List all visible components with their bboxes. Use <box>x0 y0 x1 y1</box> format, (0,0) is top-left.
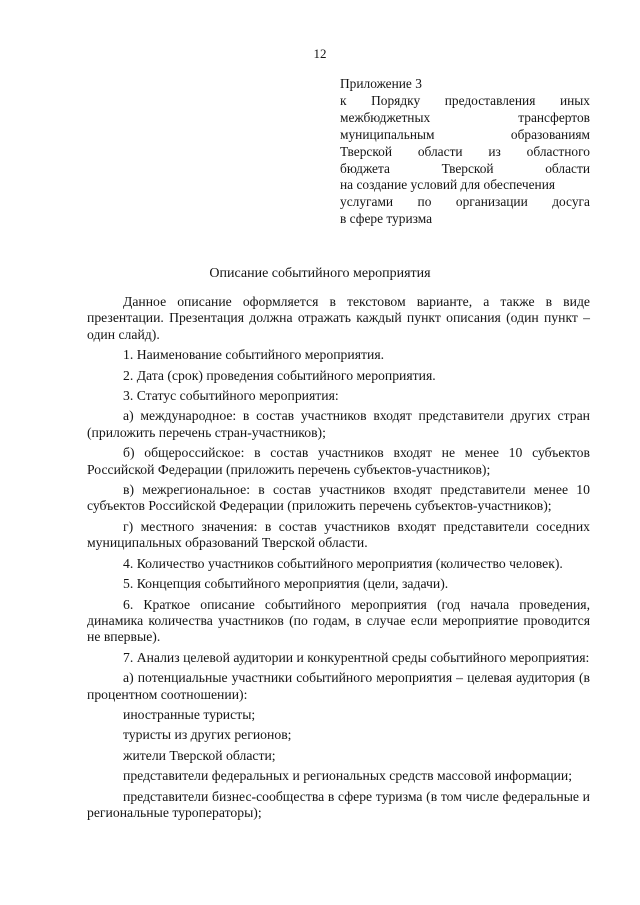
appendix-word: областного <box>526 143 590 159</box>
appendix-word: Тверской <box>441 160 494 176</box>
appendix-word: Порядку <box>371 92 421 108</box>
appendix-line <box>340 76 590 93</box>
appendix-line <box>340 161 590 178</box>
appendix-word: по <box>417 194 432 210</box>
appendix-word: бюджета <box>340 160 390 176</box>
body-paragraph: 7. Анализ целевой аудитории и конкурентной среды событийного мероприятия: <box>123 649 590 665</box>
body-paragraph: 5. Концепция событийного мероприятия (цели, задачи). <box>123 576 449 592</box>
appendix-line <box>340 127 590 144</box>
appendix-line <box>340 110 590 127</box>
body-paragraph: туристы из других регионов; <box>123 727 292 743</box>
appendix-line <box>340 177 590 194</box>
body-paragraph: б) общероссийское: в состав участников входят не менее 10 субъектов Российской Федерации (приложить перечень субъектов-участников); <box>87 445 590 477</box>
appendix-word: образованиям <box>510 126 590 142</box>
appendix-line <box>340 93 590 110</box>
appendix-word: муниципальным <box>340 126 435 142</box>
appendix-word: иных <box>559 92 590 108</box>
body-paragraph: представители федеральных и региональных средств массовой информации; <box>123 768 573 784</box>
document-title: Описание событийного мероприятия <box>209 266 431 281</box>
body-paragraph: 3. Статус событийного мероприятия: <box>123 388 339 404</box>
appendix-word: из <box>488 143 501 159</box>
body-paragraph: 1. Наименование событийного мероприятия. <box>123 347 385 363</box>
body-paragraph: 6. Краткое описание событийного мероприятия (год начала проведения, динамика количества участников (по годам, в случае если мероприятие проводится не впервые). <box>87 596 590 645</box>
body-paragraph: 2. Дата (срок) проведения событийного мероприятия. <box>123 367 436 383</box>
appendix-word: трансфертов <box>518 109 590 125</box>
body-paragraph: представители бизнес-сообщества в сфере туризма (в том числе федеральные и региональные туроператоры); <box>87 788 590 820</box>
body-paragraph: иностранные туристы; <box>123 706 256 722</box>
appendix-word: досуга <box>552 194 590 210</box>
appendix-word: Тверской <box>340 143 393 159</box>
body-paragraph: в) межрегиональное: в состав участников входят представители менее 10 субъектов Российской Федерации (приложить перечень субъектов-участников); <box>87 482 590 514</box>
appendix-word: к <box>340 92 347 108</box>
body-paragraph: а) потенциальные участники событийного мероприятия – целевая аудитория (в процентном соотношении): <box>87 670 590 702</box>
document-body <box>87 294 590 825</box>
appendix-word: в сфере туризма <box>340 211 433 227</box>
appendix-word: Приложение 3 <box>340 76 422 91</box>
appendix-word: предоставления <box>444 92 536 108</box>
body-paragraph: 4. Количество участников событийного мероприятия (количество человек). <box>123 555 563 571</box>
appendix-word: области <box>545 160 590 176</box>
appendix-word: на создание условий для обеспечения <box>340 177 556 193</box>
appendix-word: межбюджетных <box>340 109 431 125</box>
body-paragraph: г) местного значения: в состав участников входят представители соседних муниципальных образований Тверской области. <box>87 518 590 551</box>
body-paragraph: жители Тверской области; <box>123 747 276 763</box>
appendix-line <box>340 194 590 211</box>
appendix-word: услугами <box>340 194 394 210</box>
body-paragraph: а) международное: в состав участников входят представители других стран (приложить перечень стран-участников); <box>87 408 590 440</box>
appendix-line <box>340 144 590 161</box>
appendix-word: области <box>417 143 463 159</box>
page-number: 12 <box>313 46 327 61</box>
appendix-block <box>340 76 590 228</box>
appendix-word: организации <box>455 194 528 210</box>
body-paragraph: Данное описание оформляется в текстовом варианте, а также в виде презентации. Презентация должна отражать каждый пункт описания (один пункт – один слайд). <box>87 294 590 342</box>
appendix-line <box>340 211 590 228</box>
